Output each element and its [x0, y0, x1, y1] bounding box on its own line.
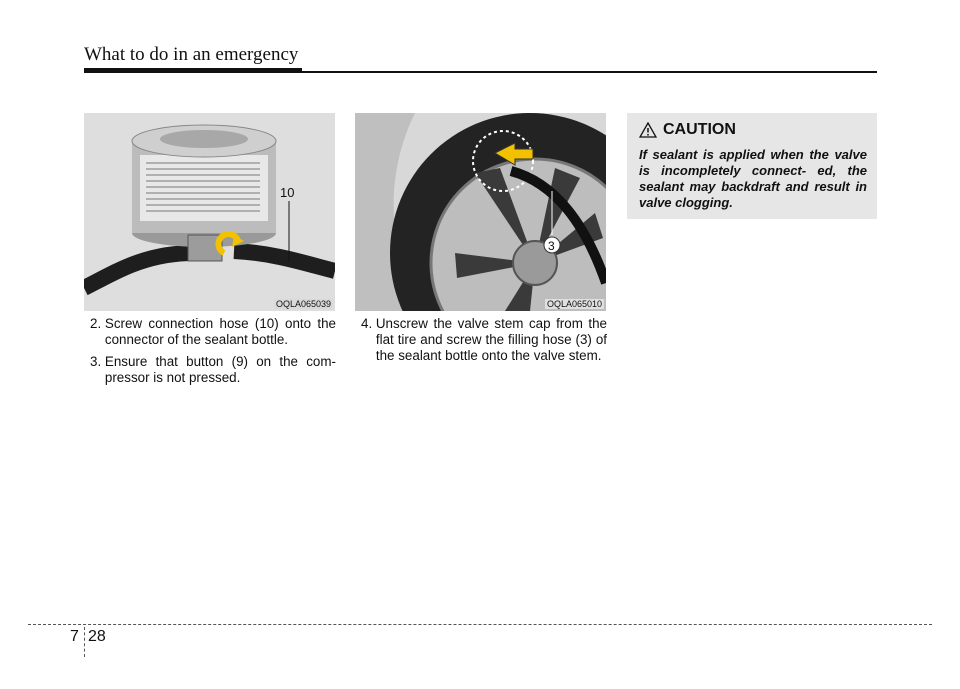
step-text: Screw connection hose (10) onto the connector of the sealant bottle. [104, 316, 336, 347]
chapter-number: 7 [70, 628, 79, 645]
list-item [90, 354, 336, 386]
caution-title: CAUTION [663, 121, 736, 138]
step-text: Unscrew the valve stem cap from the flat tire and screw the filling hose (3) of the sealant bottle onto the valve stem. [375, 316, 607, 363]
figure-tire-valve [355, 113, 606, 311]
step-list-right [361, 316, 607, 370]
page-number: 28 [88, 628, 106, 645]
footer-rule [28, 624, 932, 625]
step-text: Ensure that button (9) on the com- pressor is not pressed. [104, 354, 336, 385]
step-number: 3. [90, 354, 105, 369]
step-number: 4. [361, 316, 376, 331]
header-rule-thin [300, 71, 877, 73]
caution-header [639, 121, 736, 139]
figure-sealant-bottle [84, 113, 335, 311]
callout-3: 3 [548, 239, 555, 253]
header-rule-thick [84, 68, 302, 73]
figure-code: OQLA065010 [546, 299, 602, 309]
caution-text: If sealant is applied when the valve is incompletely connect- ed, the sealant may backdraft and result in valve clogging. [639, 147, 867, 210]
page-divider [84, 627, 85, 657]
step-list-left [90, 316, 336, 392]
callout-10: 10 [280, 185, 295, 200]
list-item [90, 316, 336, 348]
list-item [361, 316, 607, 364]
caution-box [627, 113, 877, 219]
warning-triangle-icon [639, 122, 657, 138]
step-number: 2. [90, 316, 105, 331]
figure-code: OQLA065039 [275, 299, 331, 309]
sealant-bottle-illustration [84, 113, 335, 311]
tire-valve-illustration [355, 113, 606, 311]
chapter-title: What to do in an emergency [84, 44, 299, 65]
